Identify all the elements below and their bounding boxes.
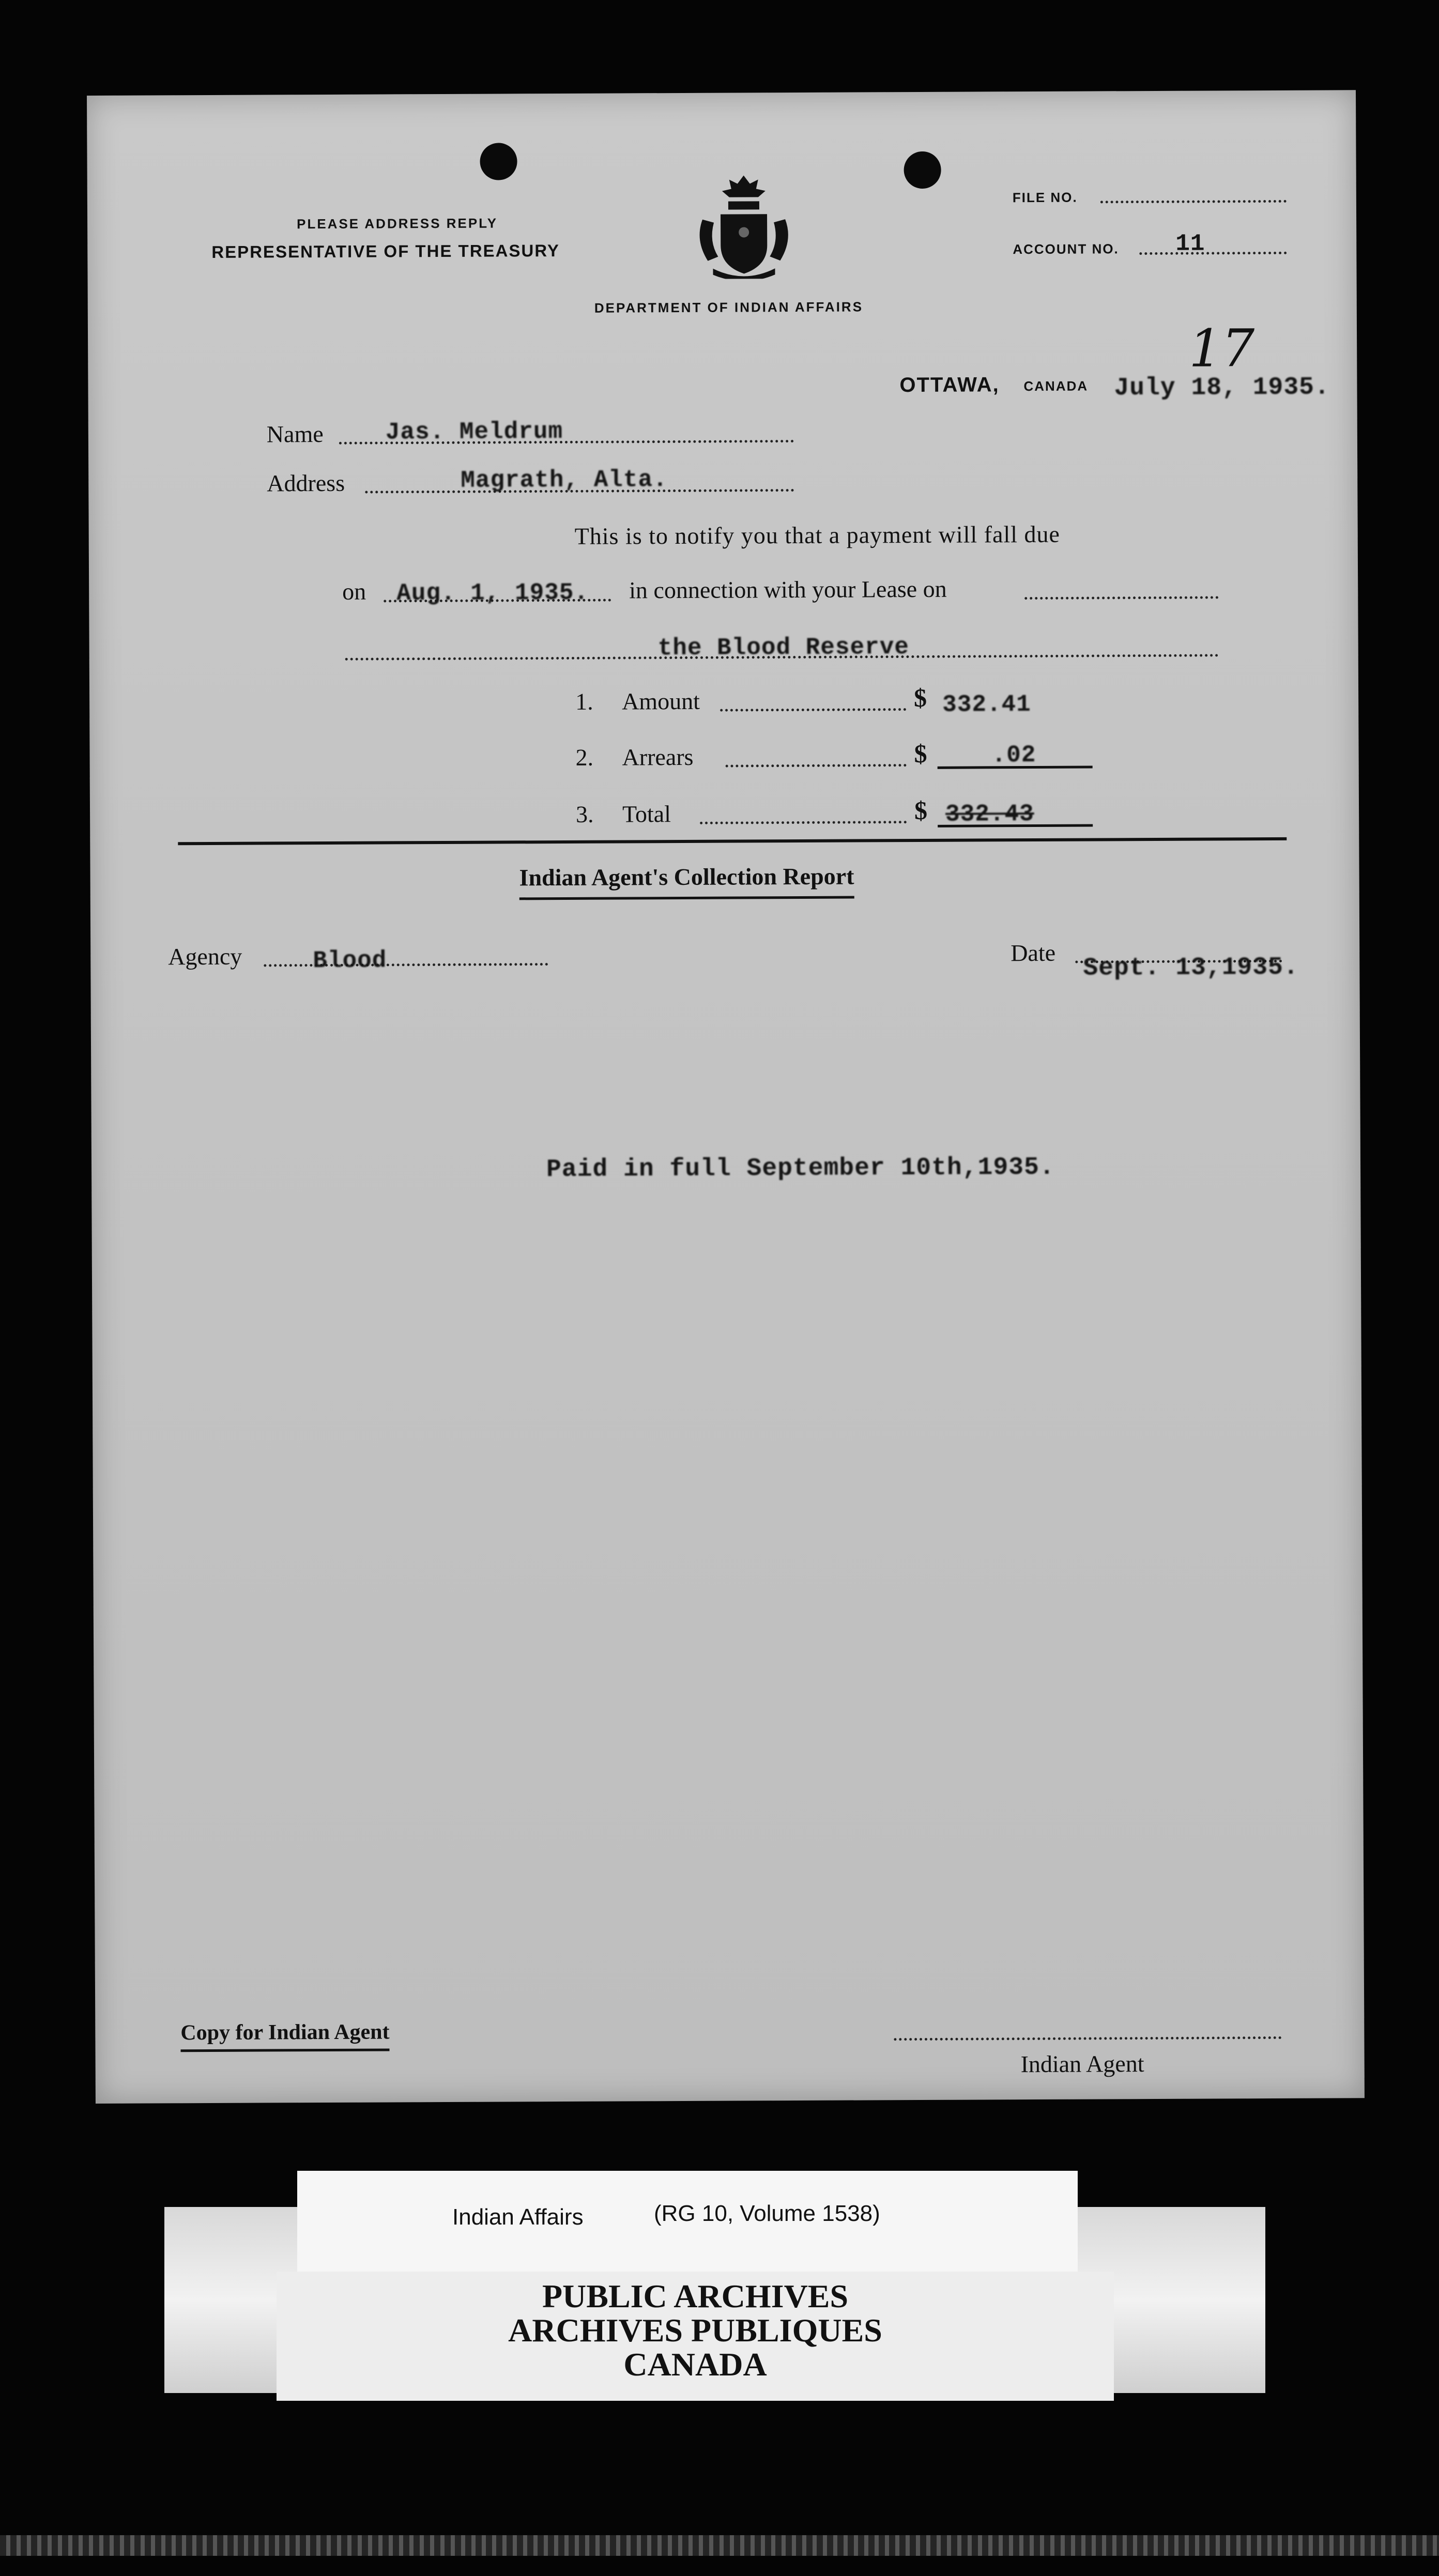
- archive-line-1: PUBLIC ARCHIVES: [542, 2278, 849, 2314]
- report-date-label: Date: [1011, 939, 1056, 967]
- place-canada: CANADA: [1023, 378, 1089, 394]
- amount-currency: $: [913, 683, 927, 713]
- section-divider: [178, 837, 1287, 845]
- lease-line-1: [1024, 596, 1218, 600]
- report-date-value: Sept. 13,1935.: [1083, 953, 1299, 983]
- total-currency: $: [914, 795, 928, 825]
- department-title: DEPARTMENT OF INDIAN AFFAIRS: [594, 299, 864, 316]
- item-number: 2.: [575, 744, 594, 771]
- account-no-value: 11: [1175, 230, 1205, 257]
- collection-report-title: Indian Agent's Collection Report: [519, 863, 854, 900]
- on-label: on: [342, 578, 366, 605]
- document-page: [87, 90, 1365, 2104]
- name-label: Name: [266, 421, 324, 448]
- representative-of-treasury: REPRESENTATIVE OF THE TREASURY: [211, 241, 560, 262]
- file-no-line: [1100, 200, 1287, 204]
- item-number: 3.: [575, 801, 594, 827]
- total-value: 332.43: [945, 801, 1034, 828]
- amount-label: Amount: [622, 687, 700, 715]
- arrears-label: Arrears: [622, 743, 694, 771]
- archive-collection: Indian Affairs: [452, 2204, 584, 2230]
- copy-for-agent-label: Copy for Indian Agent: [180, 2019, 389, 2052]
- agency-value: Blood: [313, 947, 387, 975]
- film-edge: [0, 2535, 1439, 2556]
- arrears-value: .02: [991, 741, 1036, 769]
- agency-line: [264, 963, 548, 967]
- file-no-label: FILE NO.: [1012, 189, 1078, 206]
- total-underline: [938, 824, 1093, 827]
- archive-line-2: ARCHIVES PUBLIQUES: [508, 2312, 882, 2349]
- name-value: Jas. Meldrum: [385, 418, 563, 446]
- lease-reserve-value: the Blood Reserve: [657, 634, 910, 662]
- amount-value: 332.41: [942, 691, 1031, 718]
- item-number: 1.: [575, 688, 593, 715]
- account-no-label: ACCOUNT NO.: [1013, 241, 1119, 257]
- place-ottawa: OTTAWA,: [899, 373, 1000, 397]
- amount-dots: [720, 708, 906, 712]
- account-no-line: [1139, 252, 1287, 255]
- agency-label: Agency: [168, 943, 242, 970]
- punch-hole-right: [904, 151, 941, 189]
- connection-text: in connection with your Lease on: [629, 575, 947, 604]
- address-label: Address: [267, 469, 345, 497]
- notify-text: This is to notify you that a payment will fall due: [574, 520, 1061, 549]
- paid-in-full-note: Paid in full September 10th,1935.: [546, 1153, 1055, 1184]
- please-address-reply: PLEASE ADDRESS REPLY: [297, 215, 498, 232]
- letter-date: July 18, 1935.: [1114, 373, 1330, 403]
- total-dots: [700, 821, 907, 824]
- coat-of-arms-icon: [692, 170, 796, 279]
- archive-line-3: CANADA: [623, 2346, 767, 2383]
- due-date-value: Aug. 1, 1935.: [396, 579, 589, 607]
- signature-line: [894, 2036, 1281, 2041]
- arrears-currency: $: [914, 739, 927, 769]
- punch-hole-left: [480, 143, 517, 180]
- total-label: Total: [622, 801, 671, 827]
- indian-agent-signature-label: Indian Agent: [1020, 2050, 1144, 2078]
- archive-stamp: [277, 2279, 1114, 2382]
- arrears-dots: [726, 764, 907, 768]
- address-value: Magrath, Alta.: [461, 466, 668, 494]
- handwritten-mark: 17: [1188, 318, 1255, 379]
- archive-reference: (RG 10, Volume 1538): [654, 2201, 880, 2226]
